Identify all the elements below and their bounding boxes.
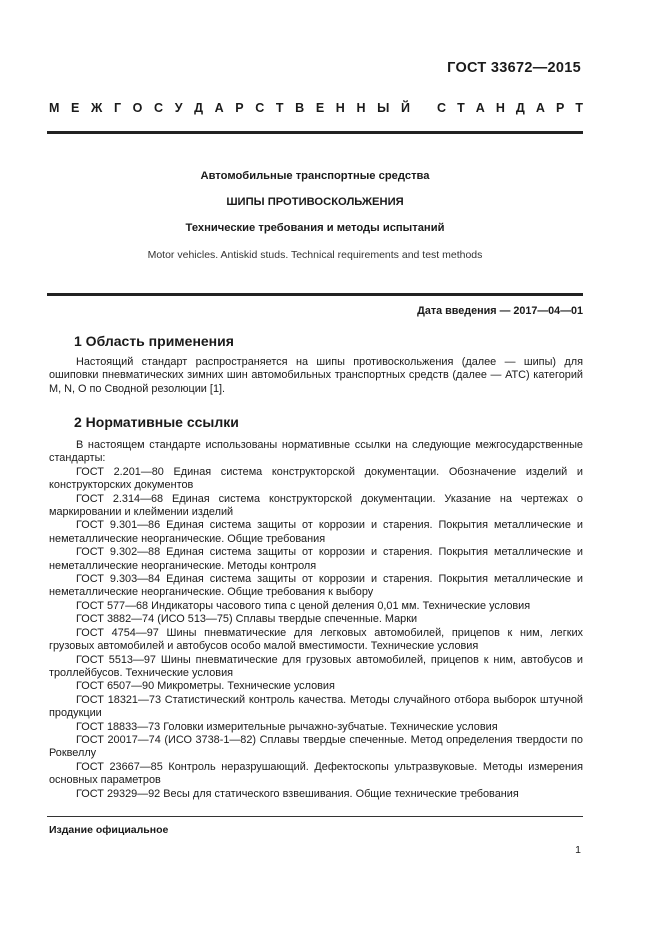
title-subtitle: Технические требования и методы испытаний — [185, 222, 445, 234]
scope-paragraph — [49, 356, 583, 396]
banner-letter: О — [132, 101, 143, 115]
title-rule — [47, 293, 583, 296]
section-heading-scope: 1 Область применения — [74, 333, 234, 349]
banner-letter: А — [535, 101, 545, 115]
official-edition-label: Издание официальное — [49, 824, 169, 836]
references-intro: В настоящем стандарте использованы нормативные ссылки на следующие межгосударственные стандарты: — [49, 439, 583, 465]
reference-item: ГОСТ 29329—92 Весы для статического взвешивания. Общие технические требования — [76, 787, 519, 800]
banner-word-interstate — [49, 101, 410, 115]
section-heading-references: 2 Нормативные ссылки — [74, 414, 239, 430]
references-list — [49, 439, 583, 801]
reference-item: ГОСТ 20017—74 (ИСО 3738-1—82) Сплавы твердые спеченные. Метод определения твердости по Роквеллу — [49, 733, 583, 760]
banner-letter: А — [475, 101, 485, 115]
reference-item: ГОСТ 5513—97 Шины пневматические для грузовых автомобилей, прицепов к ним, автобусов и троллейбусов. Технические условия — [49, 653, 583, 679]
banner-letter: С — [437, 101, 447, 115]
reference-item: ГОСТ 6507—90 Микрометры. Технические условия — [76, 680, 335, 693]
banner-letter: У — [174, 101, 183, 115]
banner-letter: Г — [113, 101, 122, 115]
banner-letter: Т — [275, 101, 284, 115]
banner-letter: Е — [71, 101, 80, 115]
title-category: Автомобильные транспортные средства — [200, 170, 430, 182]
banner-letter: Т — [575, 101, 583, 115]
banner-letter: Ы — [377, 101, 390, 115]
banner-letter: Е — [315, 101, 325, 115]
reference-item: ГОСТ 2.314—68 Единая система конструкторской документации. Указание на чертежах о маркировании и клеймении изделий — [49, 492, 583, 519]
standard-code: ГОСТ 33672—2015 — [447, 60, 581, 76]
banner-letter: Д — [515, 101, 525, 115]
banner-word-standard — [437, 101, 583, 115]
reference-item: ГОСТ 9.302—88 Единая система защиты от коррозии и старения. Покрытия металлические и неметаллические неорганические. Методы контроля — [49, 546, 583, 572]
banner-letter: Д — [194, 101, 203, 115]
page-number: 1 — [575, 844, 581, 856]
banner-letter: А — [214, 101, 224, 115]
banner-letter: Р — [235, 101, 244, 115]
header-rule — [47, 131, 583, 134]
reference-item: ГОСТ 18321—73 Статистический контроль качества. Методы случайного отбора выборок штучной продукции — [49, 693, 583, 720]
scope-text: Настоящий стандарт распространяется на шипы противоскольжения (далее — шипы) для ошиповки пневматических зимних шин автомобильных транспортных средств (далее — АТС) категорий М, N, О по Сводной резолюции [1]. — [49, 356, 583, 395]
reference-item: ГОСТ 18833—73 Головки измерительные рычажно-зубчатые. Технические условия — [76, 720, 498, 733]
banner-letter: С — [255, 101, 265, 115]
reference-item: ГОСТ 23667—85 Контроль неразрушающий. Дефектоскопы ультразвуковые. Методы измерения основных параметров — [49, 760, 583, 787]
banner-letter: Й — [400, 101, 410, 115]
title-english: Motor vehicles. Antiskid studs. Technical requirements and test methods — [147, 249, 483, 261]
banner-letter: Н — [495, 101, 505, 115]
banner-letter: В — [295, 101, 305, 115]
reference-item: ГОСТ 577—68 Индикаторы часового типа с ценой деления 0,01 мм. Технические условия — [76, 599, 531, 612]
reference-item: ГОСТ 9.303—84 Единая система защиты от коррозии и старения. Покрытия металлические и неметаллические неорганические. Общие требования к выбору — [49, 573, 583, 599]
banner-letter: М — [49, 101, 60, 115]
introduction-date: Дата введения — 2017—04—01 — [417, 305, 583, 317]
reference-item: ГОСТ 9.301—86 Единая система защиты от коррозии и старения. Покрытия металлические и неметаллические неорганические. Общие требования — [49, 519, 583, 545]
banner-letter: Н — [335, 101, 345, 115]
banner-letter: Т — [457, 101, 465, 115]
banner-letter: Р — [555, 101, 565, 115]
standard-type-banner — [49, 101, 583, 115]
reference-item: ГОСТ 4754—97 Шины пневматические для легковых автомобилей, прицепов к ним, легких грузовых автомобилей и автобусов особо малой вместимости. Технические условия — [49, 626, 583, 653]
title-main: ШИПЫ ПРОТИВОСКОЛЬЖЕНИЯ — [226, 196, 404, 208]
banner-letter: С — [154, 101, 164, 115]
banner-letter: Ж — [91, 101, 103, 115]
footer-rule — [47, 816, 583, 817]
reference-item: ГОСТ 3882—74 (ИСО 513—75) Сплавы твердые спеченные. Марки — [76, 613, 418, 626]
banner-letter: Н — [356, 101, 366, 115]
reference-item: ГОСТ 2.201—80 Единая система конструкторской документации. Обозначение изделий и конструкторских документов — [49, 465, 583, 492]
